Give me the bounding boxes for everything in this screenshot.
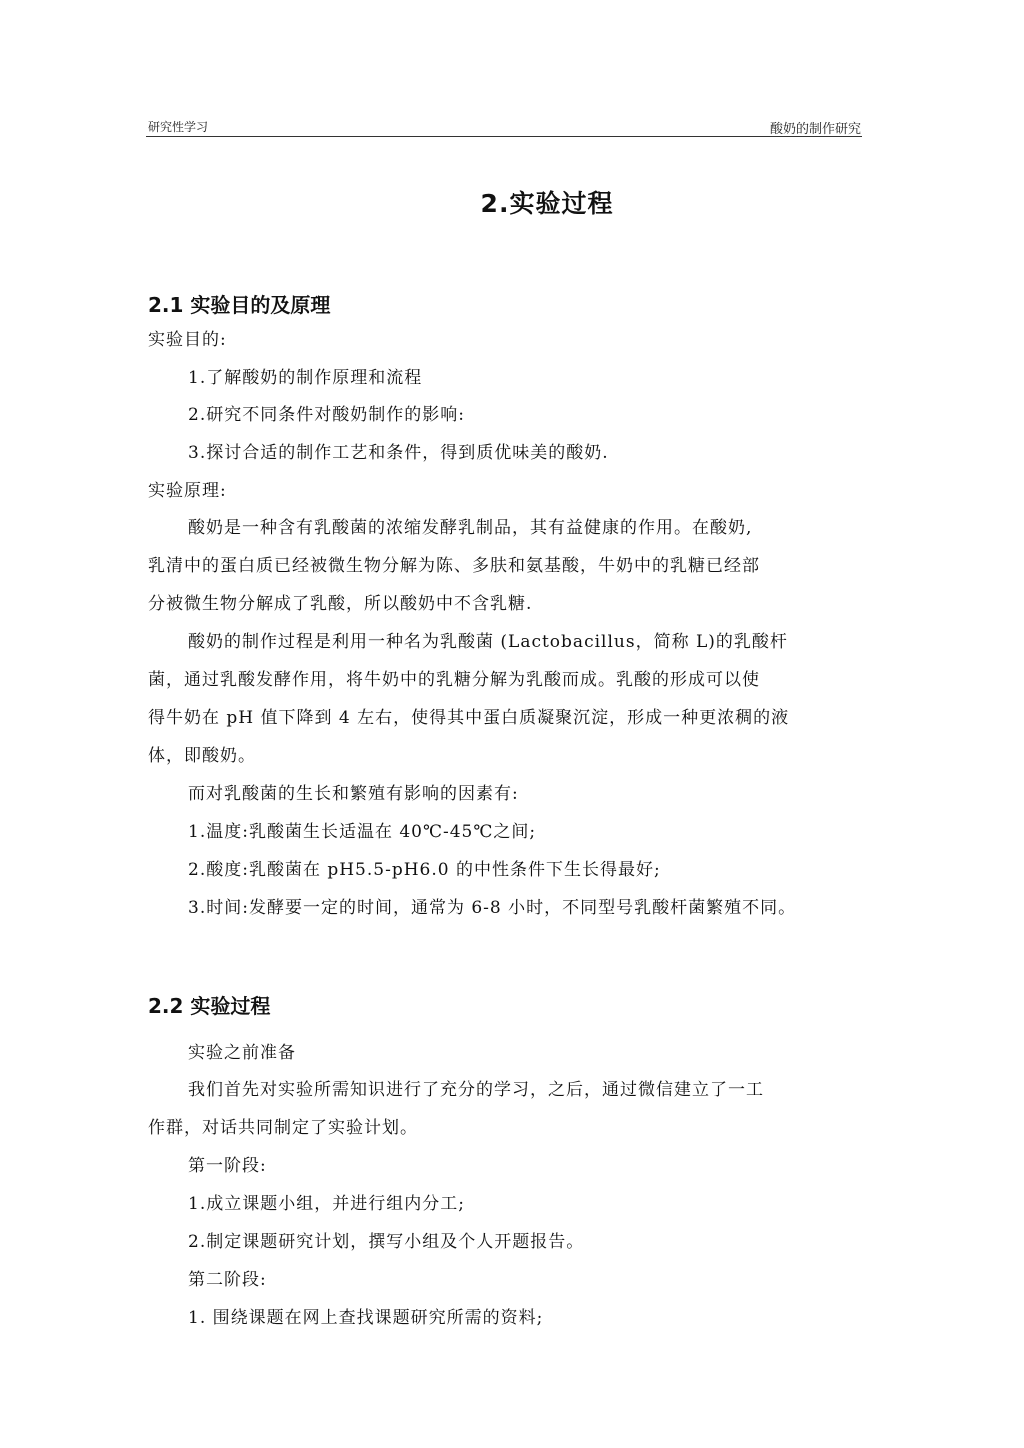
stage-label: 第二阶段: (188, 1270, 267, 1290)
prep-label: 实验之前准备 (188, 1043, 296, 1063)
paragraph-line: 体，即酸奶。 (148, 746, 256, 766)
purpose-item: 3.探讨合适的制作工艺和条件，得到质优味美的酸奶. (188, 443, 609, 463)
factor-item: 3.时间:发酵要一定的时间，通常为 6-8 小时，不同型号乳酸杆菌繁殖不同。 (188, 898, 797, 918)
section-heading-2-2: 2.2 实验过程 (148, 994, 271, 1018)
chapter-title: 2.实验过程 (480, 189, 614, 218)
purpose-label: 实验目的: (148, 330, 227, 350)
principle-label: 实验原理: (148, 481, 227, 501)
factors-intro: 而对乳酸菌的生长和繁殖有影响的因素有: (188, 784, 519, 804)
factor-item: 2.酸度:乳酸菌在 pH5.5-pH6.0 的中性条件下生长得最好; (188, 860, 661, 880)
header-rule (146, 136, 862, 137)
purpose-item: 2.研究不同条件对酸奶制作的影响: (188, 405, 465, 425)
running-header-right: 酸奶的制作研究 (769, 121, 861, 136)
paragraph-line: 我们首先对实验所需知识进行了充分的学习，之后，通过微信建立了一工 (188, 1080, 764, 1100)
factor-item: 1.温度:乳酸菌生长适温在 40℃-45℃之间; (188, 822, 537, 842)
stage-label: 第一阶段: (188, 1156, 267, 1176)
paragraph-line: 酸奶是一种含有乳酸菌的浓缩发酵乳制品，其有益健康的作用。在酸奶, (188, 518, 753, 538)
paragraph-line: 分被微生物分解成了乳酸，所以酸奶中不含乳糖. (148, 594, 533, 614)
stage-item: 1. 围绕课题在网上查找课题研究所需的资料; (188, 1308, 544, 1328)
paragraph-line: 酸奶的制作过程是利用一种名为乳酸菌 (Lactobacillus，简称 L)的乳酸杆 (188, 632, 788, 652)
paragraph-line: 作群，对话共同制定了实验计划。 (148, 1118, 418, 1138)
purpose-item: 1.了解酸奶的制作原理和流程 (188, 368, 423, 388)
stage-item: 2.制定课题研究计划，撰写小组及个人开题报告。 (188, 1232, 585, 1252)
running-header-left: 研究性学习 (148, 120, 209, 134)
stage-item: 1.成立课题小组，并进行组内分工; (188, 1194, 465, 1214)
paragraph-line: 得牛奶在 pH 值下降到 4 左右，使得其中蛋白质凝聚沉淀，形成一种更浓稠的液 (148, 708, 790, 728)
section-heading-2-1: 2.1 实验目的及原理 (148, 293, 331, 317)
paragraph-line: 菌，通过乳酸发酵作用，将牛奶中的乳糖分解为乳酸而成。乳酸的形成可以使 (148, 670, 760, 690)
paragraph-line: 乳清中的蛋白质已经被微生物分解为陈、多肤和氨基酸，牛奶中的乳糖已经部 (148, 556, 760, 576)
